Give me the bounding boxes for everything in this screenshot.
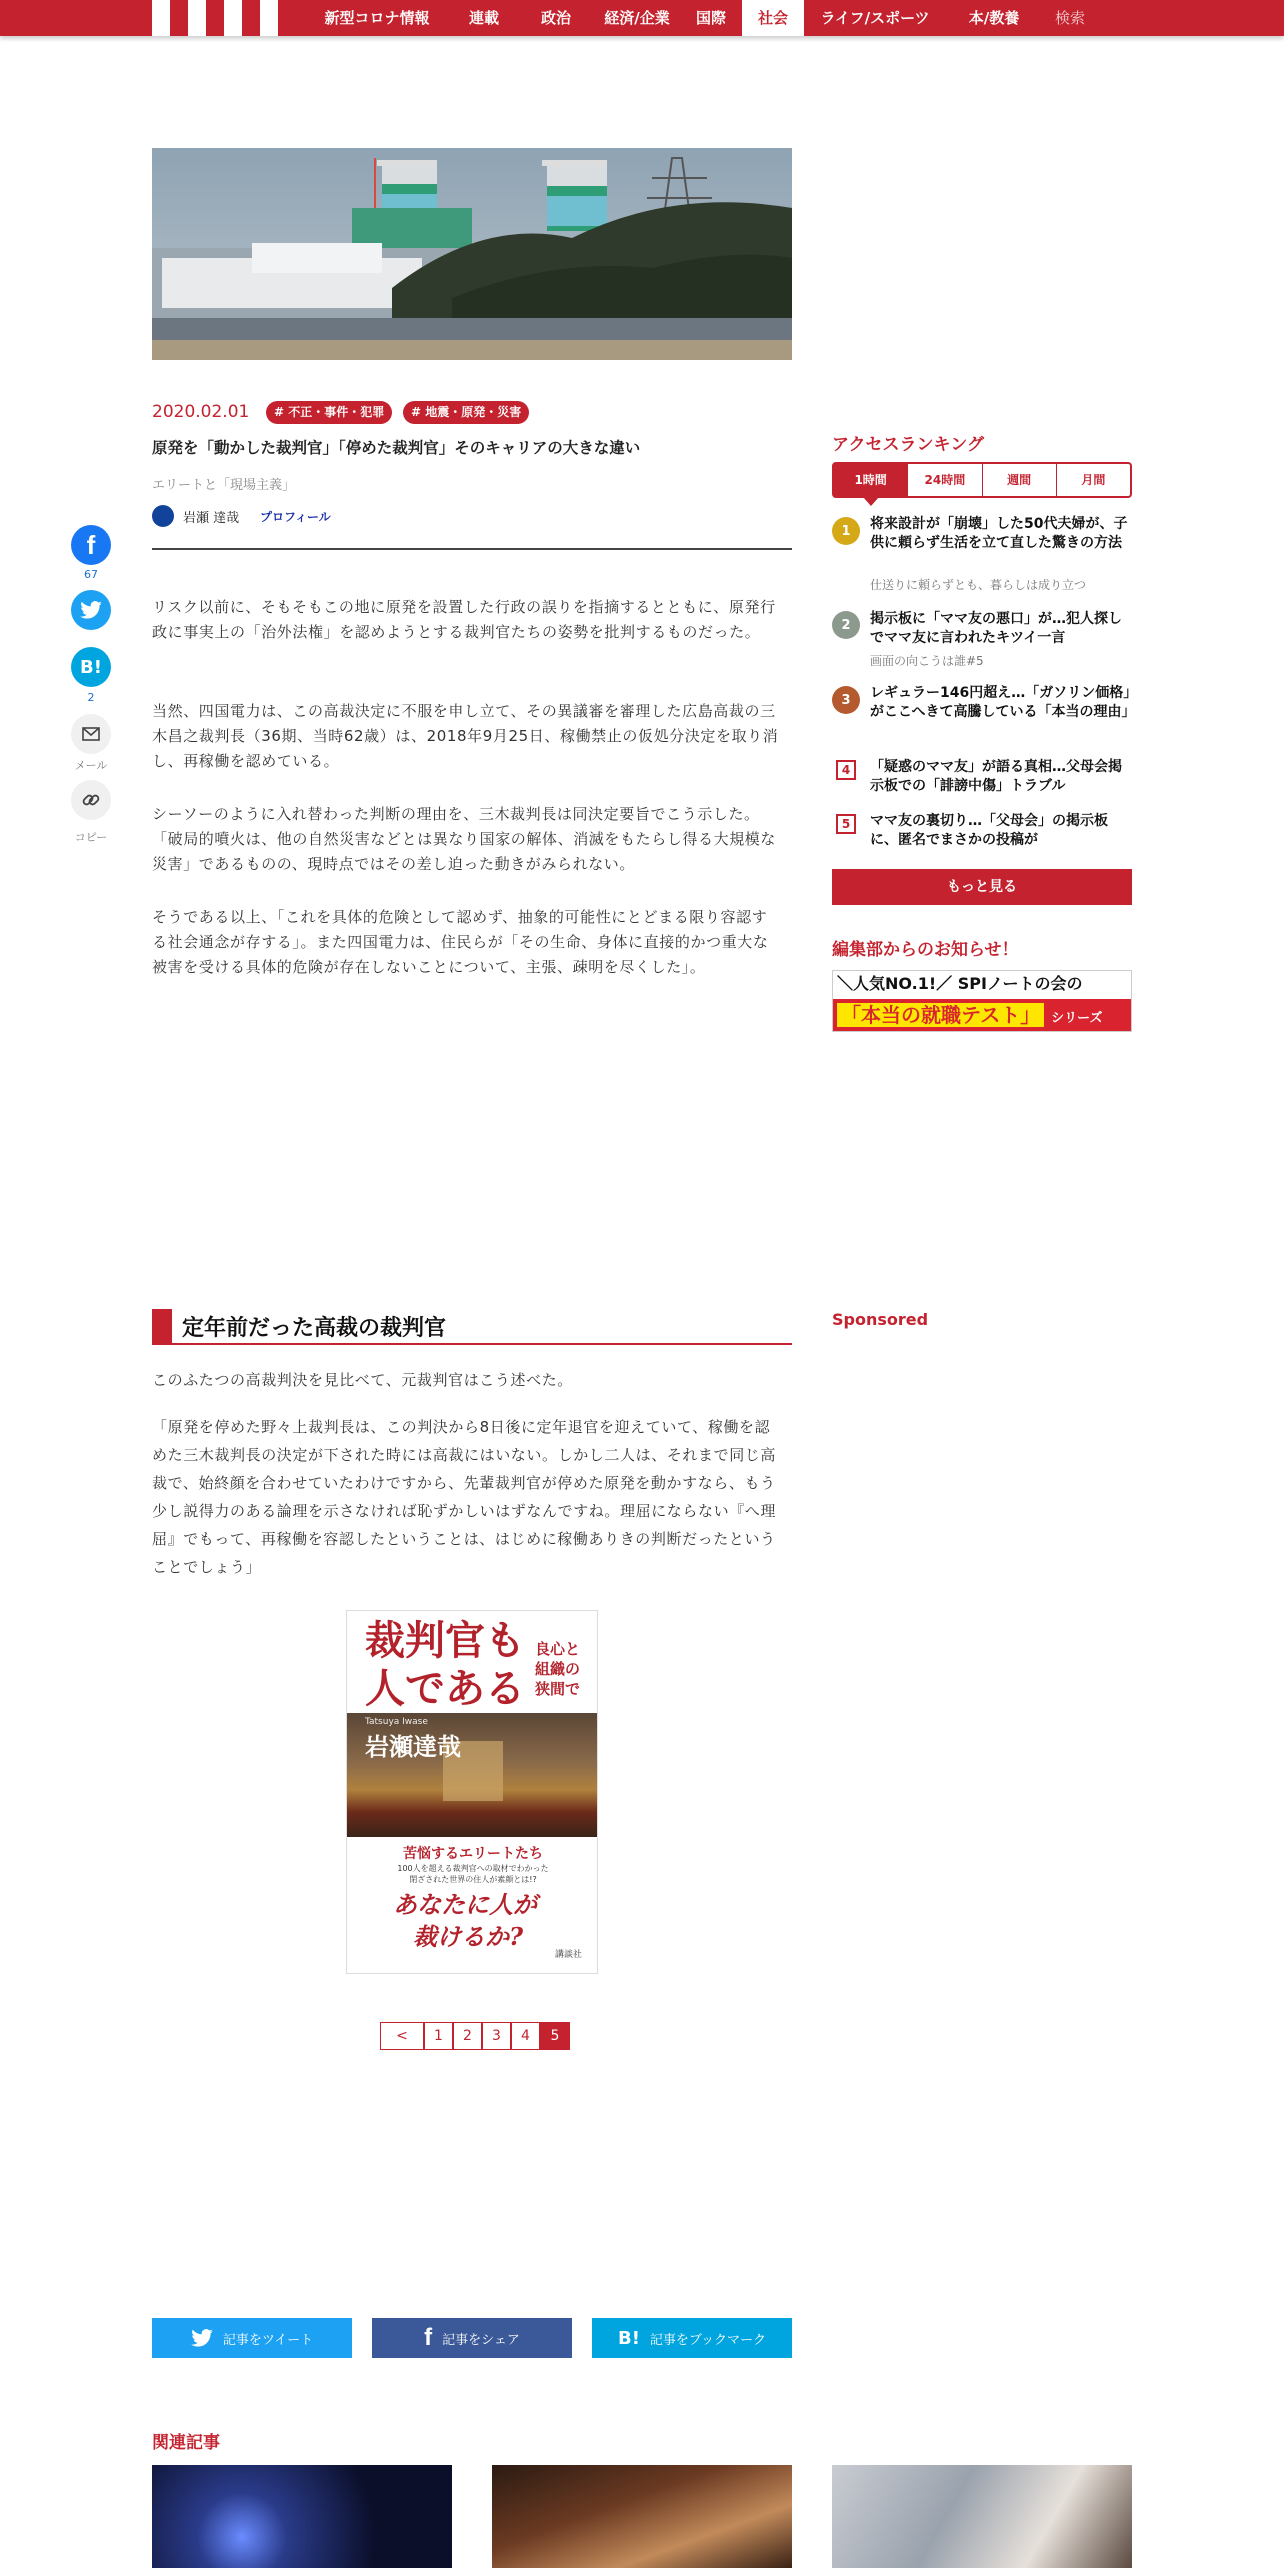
rank-3-badge: 3 <box>832 686 860 714</box>
book-side-line-3: 狭間で <box>535 1680 581 1698</box>
book-cover-image[interactable] <box>346 1610 598 1974</box>
book-publisher: 講談社 <box>555 1950 583 1960</box>
nav-item-life-sports[interactable]: ライフ/スポーツ <box>820 9 930 27</box>
nav-item-economy[interactable]: 経済/企業 <box>604 9 670 27</box>
nav-item-corona[interactable]: 新型コロナ情報 <box>324 9 430 27</box>
tag-crime[interactable]: # 不正・事件・犯罪 <box>266 401 392 424</box>
ranking-item-1[interactable]: 将来設計が「崩壊」した50代夫婦が、子供に頼らず生活を立て直した驚きの方法 <box>870 516 1128 551</box>
nav-item-series[interactable]: 連載 <box>468 9 499 27</box>
book-catch-1: 苦悩するエリートたち <box>403 1846 543 1862</box>
related-article-image-2[interactable] <box>492 2465 792 2568</box>
book-side-line-2: 組織の <box>535 1660 581 1678</box>
pagination-page-5-current[interactable]: 5 <box>540 2022 570 2050</box>
related-article-image-1[interactable] <box>152 2465 452 2568</box>
book-title-line-1: 裁判官も <box>365 1617 525 1664</box>
copy-link-button[interactable] <box>71 780 111 820</box>
book-title-line-2: 人である <box>365 1665 525 1712</box>
copy-label: コピー <box>74 831 108 844</box>
tweet-article-label: 記事をツイート <box>222 2332 314 2348</box>
ranking-item-5[interactable]: ママ友の裏切り…「父母会」の掲示板に、匿名でまさかの投稿が <box>870 813 1108 848</box>
mail-icon <box>82 727 100 741</box>
tweet-article-button[interactable] <box>152 2318 352 2358</box>
site-logo[interactable] <box>152 0 290 36</box>
article-paragraph: このふたつの高裁判決を見比べて、元裁判官はこう述べた。 <box>152 1371 573 1389</box>
nav-item-international[interactable]: 国際 <box>695 9 726 27</box>
book-author-roman: Tatsuya Iwase <box>365 1717 428 1727</box>
tab-1hour[interactable]: 1時間 <box>834 464 907 496</box>
rank-4-badge: 4 <box>836 760 856 780</box>
hatena-icon: B! <box>80 656 102 678</box>
book-author: 岩瀬達哉 <box>365 1732 461 1761</box>
ranking-tabs <box>832 462 1132 498</box>
pagination-page-1[interactable]: 1 <box>424 2022 453 2050</box>
banner-line-1: ＼人気NO.1!／ SPIノートの会の <box>837 974 1083 993</box>
tab-weekly[interactable]: 週間 <box>982 464 1056 496</box>
spi-banner[interactable] <box>832 970 1132 1032</box>
book-question-line-1: あなたに人が <box>393 1890 537 1919</box>
article-hero-image <box>152 148 792 360</box>
share-facebook-article-label: 記事をシェア <box>442 2332 520 2348</box>
ranking-item-2[interactable]: 掲示板に「ママ友の悪口」が…犯人探しでママ友に言われたキツイ一言 <box>870 611 1122 646</box>
tab-monthly[interactable]: 月間 <box>1056 464 1130 496</box>
book-question-line-2: 裁けるか? <box>413 1922 524 1951</box>
hatena-bookmark-count: 2 <box>87 691 95 704</box>
author-avatar <box>152 505 174 527</box>
ranking-item-1-sub: 仕送りに頼らずとも、暮らしは成り立つ <box>870 578 1087 592</box>
article-paragraph: 当然、四国電力は、この高裁決定に不服を申し立て、その異議審を審理した広島高裁の三木昌之裁判長（36期、当時62歳）は、2018年9月25日、稼働禁止の仮処分決定を取り消し、再稼働を認めている。 <box>152 702 779 770</box>
tab-24hours[interactable]: 24時間 <box>907 464 981 496</box>
facebook-icon: f <box>86 529 96 560</box>
pagination-page-2[interactable]: 2 <box>453 2022 482 2050</box>
book-catch-2: 100人を超える裁判官への取材でわかった <box>397 1864 549 1873</box>
ranking-item-4[interactable]: 「疑惑のママ友」が語る真相…父母会掲示板での「誹謗中傷」トラブル <box>870 759 1122 794</box>
article-paragraph: 「原発を停めた野々上裁判長は、この判決から8日後に定年退官を迎えていて、稼働を認めた三木裁判長の決定が下された時には高裁にはいない。しかし二人は、それまで同じ高裁で、始終顔を合わせていたわけですから、先輩裁判官が停めた原発を動かすなら、もう少し説得力のある論理を示さなければ恥ずかしいはずなんですね。理屈にならない『へ理屈』でもって、再稼働を容認したということは、はじめに稼働ありきの判断だったということでしょう」 <box>152 1418 777 1576</box>
pagination-page-4[interactable]: 4 <box>511 2022 540 2050</box>
section-heading-bar <box>152 1309 172 1343</box>
rank-2-badge: 2 <box>832 611 860 639</box>
nav-search[interactable]: 検索 <box>1054 9 1085 27</box>
hatena-icon: B! <box>617 2327 640 2349</box>
share-facebook-article-button[interactable] <box>372 2318 572 2358</box>
mail-share-button[interactable] <box>71 714 111 754</box>
article-subtitle: エリートと「現場主義」 <box>152 478 296 493</box>
book-side-line-1: 良心と <box>535 1640 581 1658</box>
facebook-share-count: 67 <box>84 568 98 581</box>
article-paragraph: そうである以上、「これを具体的危険として認めず、抽象的可能性にとどまる限り容認する社会通念が存する」。また四国電力は、住民らが「その生命、身体に直接的かつ重大な被害を受ける具体的危険が存在しないことについて、主張、疎明を尽くした」。 <box>152 908 769 976</box>
ranking-heading: アクセスランキング <box>832 435 984 455</box>
article-title: 原発を「動かした裁判官」「停めた裁判官」そのキャリアの大きな違い <box>152 439 641 457</box>
sponsored-label: Sponsored <box>832 1310 929 1329</box>
twitter-share-button[interactable] <box>71 590 111 630</box>
facebook-share-button[interactable] <box>71 525 111 565</box>
notice-heading: 編集部からのお知らせ！ <box>832 940 1019 960</box>
pagination-page-3[interactable]: 3 <box>482 2022 511 2050</box>
article-paragraph: リスク以前に、そもそもこの地に原発を設置した行政の誤りを指摘するとともに、原発行政に事実上の「治外法権」を認めようとする裁判官たちの姿勢を批判するものだった。 <box>152 598 776 641</box>
tag-disaster[interactable]: # 地震・原発・災害 <box>403 401 529 424</box>
rank-1-badge: 1 <box>832 517 860 545</box>
bookmark-article-button[interactable] <box>592 2318 792 2358</box>
ranking-item-2-sub: 画面の向こうは誰#5 <box>870 654 984 668</box>
hatena-bookmark-button[interactable] <box>71 647 111 687</box>
related-article-image-3[interactable] <box>832 2465 1132 2568</box>
section-heading <box>152 1307 792 1345</box>
article-date: 2020.02.01 <box>152 402 250 422</box>
title-divider <box>152 548 792 550</box>
facebook-icon: f <box>424 2324 433 2351</box>
ranking-item-3[interactable]: レギュラー146円超え…「ガソリン価格」がここへきて高騰している「本当の理由」 <box>870 685 1136 720</box>
more-ranking-button[interactable]: もっと見る <box>832 869 1132 905</box>
nav-item-society[interactable]: 社会 <box>742 0 804 36</box>
twitter-icon <box>80 601 102 619</box>
mail-label: メール <box>74 759 108 772</box>
top-nav <box>0 0 1284 36</box>
rank-5-badge: 5 <box>836 814 856 834</box>
link-icon <box>81 790 101 810</box>
profile-link[interactable]: プロフィール <box>260 510 331 524</box>
banner-line-2: 「本当の就職テスト」 シリーズ <box>833 999 1132 1031</box>
bookmark-article-label: 記事をブックマーク <box>649 2332 767 2348</box>
author-name[interactable]: 岩瀬 達哉 <box>183 511 240 526</box>
book-catch-3: 閉ざされた世界の住人が素顔とは!? <box>409 1875 537 1884</box>
related-heading: 関連記事 <box>152 2433 220 2453</box>
section-heading-text: 定年前だった高裁の裁判官 <box>182 1316 447 1341</box>
pagination-prev[interactable]: < <box>380 2022 424 2050</box>
article-paragraph: シーソーのように入れ替わった判断の理由を、三木裁判長は同決定要旨でこう示した。「破局的噴火は、他の自然災害などとは異なり国家の解体、消滅をもたらし得る大規模な災害」であるものの、現時点ではその差し迫った動きがみられない。 <box>152 805 777 873</box>
nav-item-books[interactable]: 本/教養 <box>968 9 1020 27</box>
nav-item-politics[interactable]: 政治 <box>540 9 571 27</box>
twitter-icon <box>191 2329 213 2347</box>
